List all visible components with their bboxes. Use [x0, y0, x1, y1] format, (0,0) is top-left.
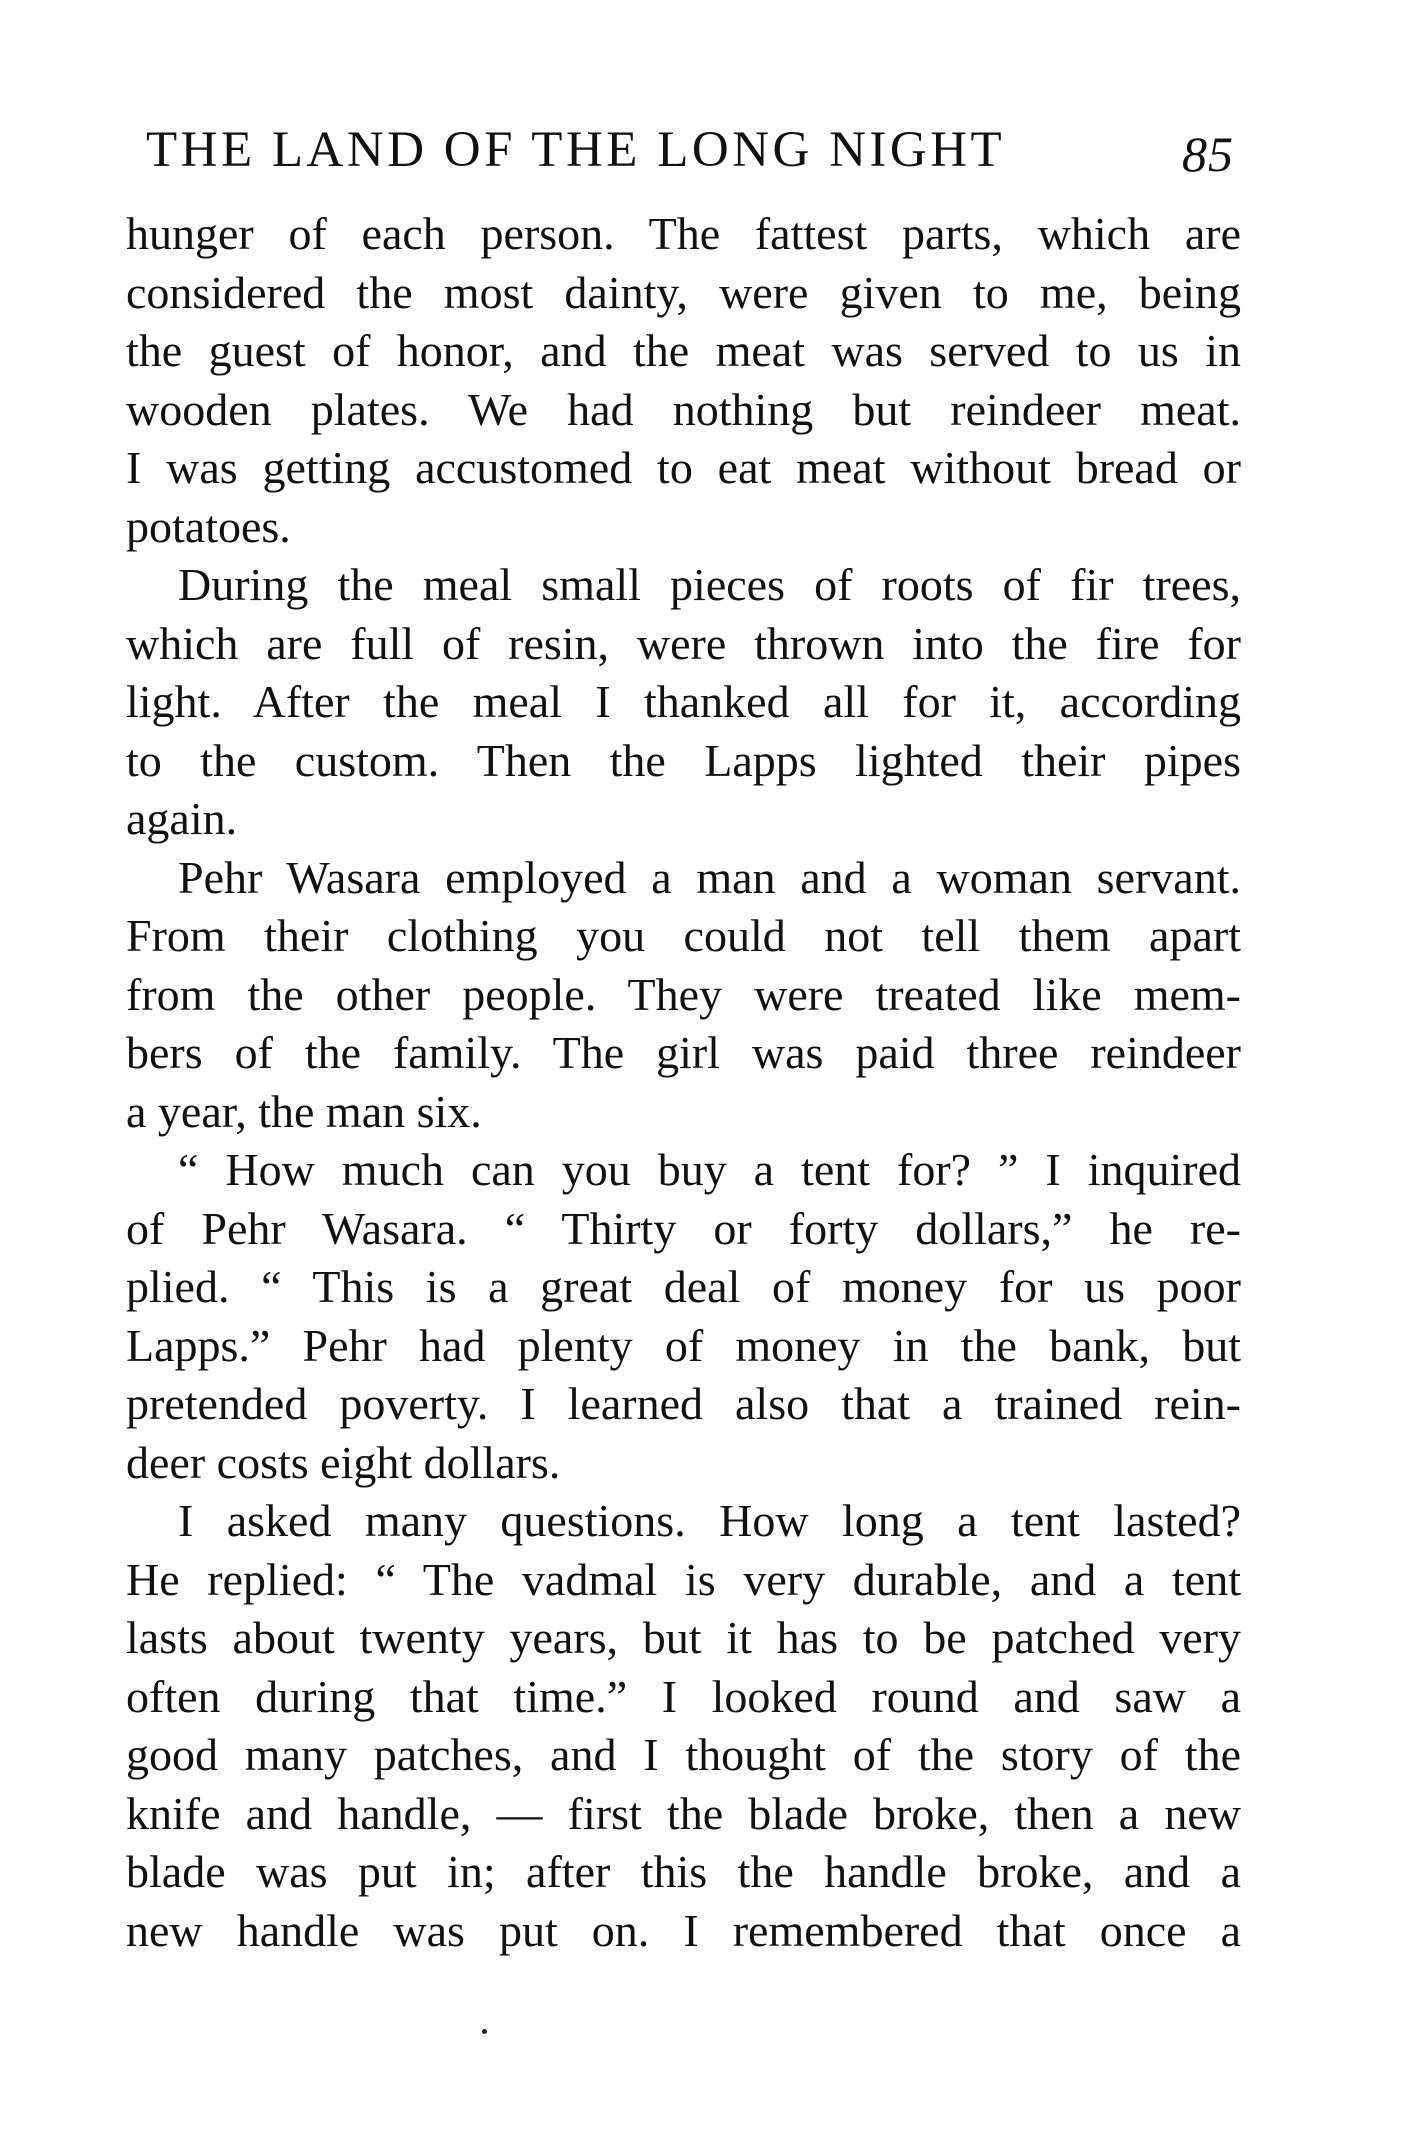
- running-head-title: THE LAND OF THE LONG NIGHT: [146, 122, 1006, 178]
- text-line: deer costs eight dollars.: [126, 1436, 561, 1488]
- text-line: Pehr Wasara employed a man and a woman servant.: [178, 851, 1241, 903]
- text-line: often during that time.” I looked round and saw a: [126, 1670, 1241, 1722]
- text-line: plied. “ This is a great deal of money for us poor: [126, 1261, 1241, 1312]
- text-line: “ How much can you buy a tent for? ” I inquired: [178, 1144, 1241, 1195]
- text-line: hunger of each person. The fattest parts, which are: [126, 208, 1241, 259]
- text-line: a year, the man six.: [126, 1085, 482, 1137]
- text-line: considered the most dainty, were given to me, being: [126, 266, 1241, 318]
- page-number: 85: [1182, 126, 1234, 182]
- text-line: potatoes.: [126, 500, 291, 552]
- text-line: Lapps.” Pehr had plenty of money in the bank, but: [126, 1319, 1241, 1371]
- text-line: to the custom. Then the Lapps lighted their pipes: [126, 734, 1241, 786]
- text-line: good many patches, and I thought of the story of the: [126, 1729, 1241, 1780]
- text-line: He replied: “ The vadmal is very durable, and a tent: [126, 1553, 1241, 1605]
- text-line: of Pehr Wasara. “ Thirty or forty dollars,” he re-: [126, 1202, 1241, 1254]
- text-line: from the other people. They were treated like mem-: [126, 968, 1241, 1020]
- text-line: blade was put in; after this the handle broke, and a: [126, 1846, 1241, 1897]
- body-text: [126, 205, 1241, 1960]
- text-line: which are full of resin, were thrown into the fire for: [126, 617, 1241, 669]
- text-line: From their clothing you could not tell them apart: [126, 910, 1241, 961]
- ink-speck: [482, 2029, 487, 2034]
- text-line: During the meal small pieces of roots of fir trees,: [178, 559, 1241, 610]
- text-line: light. After the meal I thanked all for it, according: [126, 676, 1241, 727]
- text-line: pretended poverty. I learned also that a trained rein-: [126, 1378, 1241, 1429]
- text-line: again.: [126, 793, 238, 844]
- text-line: new handle was put on. I remembered that once a: [126, 1904, 1241, 1956]
- text-line: I asked many questions. How long a tent lasted?: [178, 1495, 1241, 1546]
- text-line: lasts about twenty years, but it has to be patched very: [126, 1612, 1241, 1663]
- text-line: knife and handle, — first the blade broke, then a new: [126, 1787, 1241, 1839]
- text-line: the guest of honor, and the meat was served to us in: [126, 325, 1241, 376]
- text-line: wooden plates. We had nothing but reindeer meat.: [126, 383, 1241, 435]
- text-line: I was getting accustomed to eat meat without bread or: [126, 442, 1241, 493]
- text-line: bers of the family. The girl was paid three reindeer: [126, 1027, 1241, 1078]
